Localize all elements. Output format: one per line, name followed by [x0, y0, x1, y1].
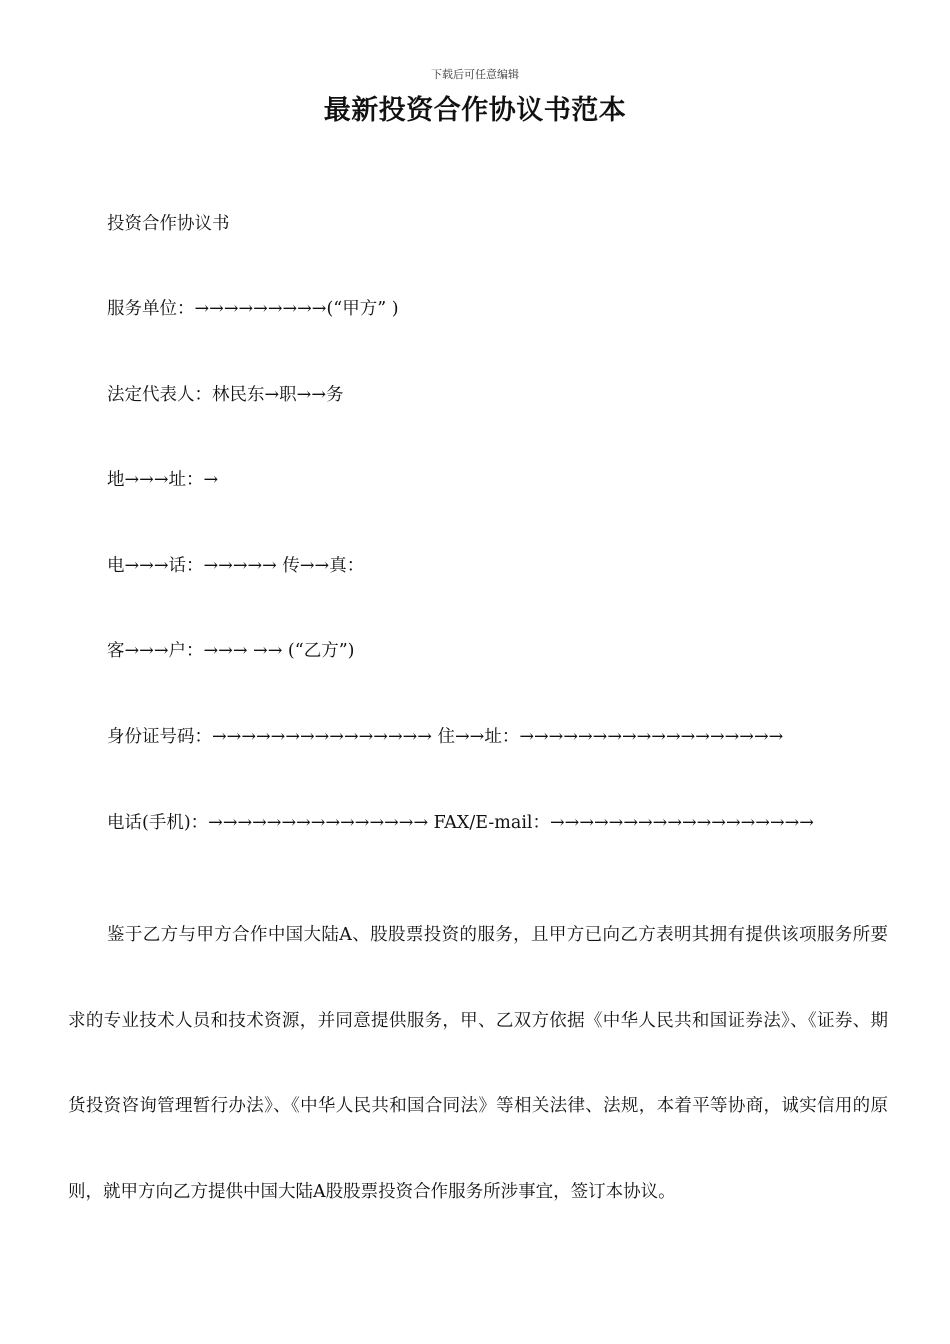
client-line: 客→→→户：→→→ →→ (“乙方”) [107, 641, 355, 661]
address-line: 地→→→址：→ [107, 470, 219, 490]
agreement-name: 投资合作协议书 [107, 214, 230, 234]
legal-representative-line: 法定代表人：林民东→职→→务 [107, 385, 344, 405]
preamble-paragraph: 鉴于乙方与甲方合作中国大陆A、股股票投资的服务，且甲方已向乙方表明其拥有提供该项服务所要求的专业技术人员和技术资源，并同意提供服务，甲、乙双方依据《中华人民共和国证券法》、《证券、期货投资咨询管理暂行办法》、《中华人民共和国合同法》等相关法律、法规，本着平等协商，诚实信用的原则，就甲方向乙方提供中国大陆A股股票投资合作服务所涉事宜，签订本协议。 [68, 925, 888, 1202]
document-title: 最新投资合作协议书范本 [323, 95, 627, 126]
service-unit-line: 服务单位：→→→→→→→→→(“甲方” ) [107, 299, 399, 319]
id-address-line: 身份证号码：→→→→→→→→→→→→→→→ 住→→址：→→→→→→→→→→→→→→→→→→ [107, 727, 784, 747]
phone-fax-line: 电→→→话：→→→→→ 传→→真： [107, 556, 365, 576]
download-note: 下载后可任意编辑 [431, 68, 519, 81]
mobile-email-line: 电话(手机)：→→→→→→→→→→→→→→→ FAX/E-mail：→→→→→→→→→→→→→→→→→→ [107, 813, 814, 833]
